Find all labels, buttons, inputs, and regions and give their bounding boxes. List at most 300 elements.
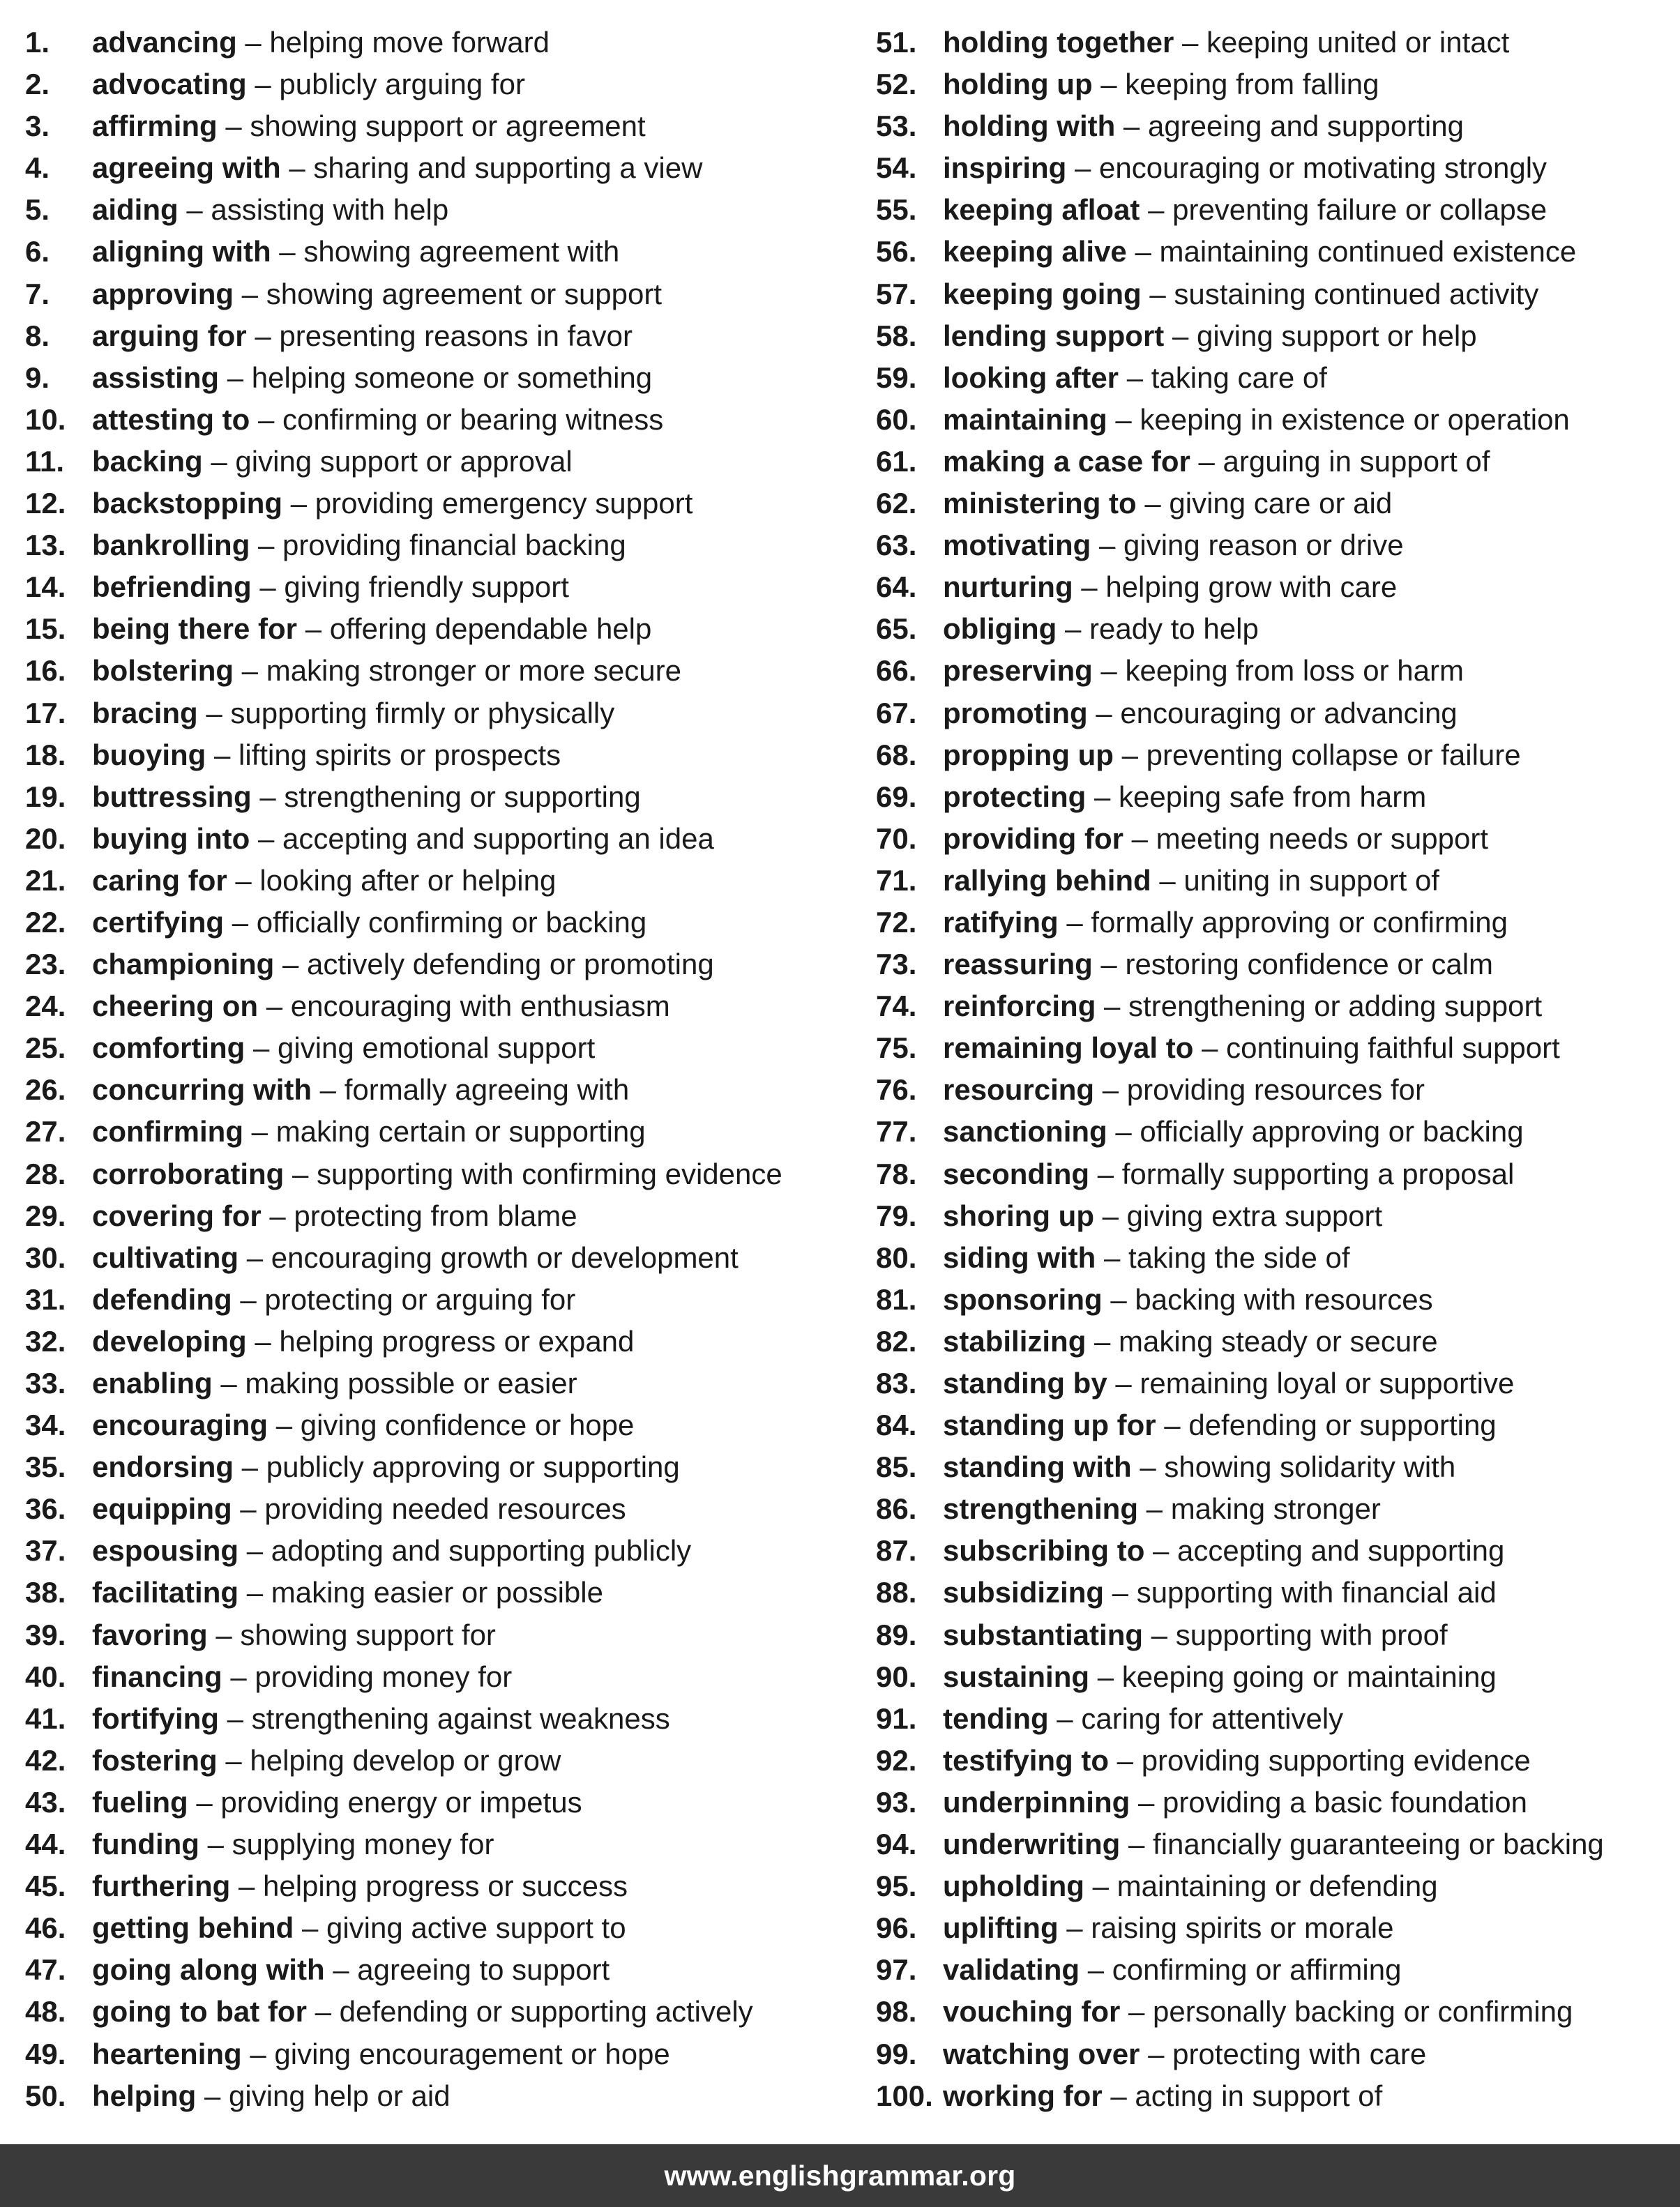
item-number: 70.: [876, 821, 917, 855]
item-definition: – showing support for: [207, 1618, 496, 1651]
item-number: 1.: [25, 26, 50, 59]
list-item: [25, 1865, 841, 1907]
list-item: [25, 22, 841, 63]
item-definition: – giving extra support: [1093, 1199, 1383, 1232]
item-number: 49.: [25, 2037, 66, 2070]
item-definition: – helping progress or success: [230, 1869, 628, 1903]
list-item: [876, 315, 1678, 357]
item-term: bolstering: [92, 654, 234, 688]
item-definition: – making possible or easier: [212, 1367, 577, 1400]
list-item: [25, 902, 841, 943]
list-item: [876, 399, 1678, 441]
item-text: [92, 273, 662, 315]
item-number: 93.: [876, 1785, 917, 1819]
item-text: [943, 483, 1392, 524]
item-definition: – acting in support of: [1102, 2079, 1383, 2112]
item-number: 46.: [25, 1911, 66, 1945]
item-text: [92, 1404, 634, 1446]
item-definition: – agreeing to support: [324, 1953, 610, 1987]
list-item: [876, 2033, 1678, 2075]
item-number: 38.: [25, 1576, 66, 1609]
list-item: [876, 1446, 1678, 1488]
item-number: 96.: [876, 1911, 917, 1945]
item-definition: – providing a basic foundation: [1130, 1785, 1528, 1819]
item-number: 9.: [25, 361, 50, 394]
list-item: [25, 399, 841, 441]
item-term: endorsing: [92, 1450, 234, 1484]
item-term: buttressing: [92, 780, 252, 813]
item-term: stabilizing: [943, 1324, 1087, 1358]
item-number: 45.: [25, 1869, 66, 1903]
item-text: [943, 22, 1509, 63]
item-term: certifying: [92, 905, 225, 939]
item-term: obliging: [943, 612, 1057, 646]
item-number: 88.: [876, 1576, 917, 1609]
item-text: [943, 1823, 1604, 1865]
item-text: [92, 1572, 603, 1614]
list-item: [25, 1111, 841, 1153]
item-definition: – protecting with care: [1140, 2037, 1427, 2070]
item-text: [92, 1907, 626, 1949]
item-number: 48.: [25, 1995, 66, 2028]
item-definition: – strengthening or adding support: [1096, 989, 1543, 1023]
item-term: facilitating: [92, 1576, 239, 1609]
item-term: siding with: [943, 1241, 1096, 1274]
item-definition: – adopting and supporting publicly: [239, 1534, 692, 1568]
item-number: 4.: [25, 151, 50, 185]
list-item: [876, 1237, 1678, 1279]
list-item: [876, 1865, 1678, 1907]
item-text: [943, 1782, 1527, 1823]
item-number: 56.: [876, 235, 917, 268]
item-definition: – maintaining continued existence: [1126, 235, 1577, 268]
footer-bar: [0, 2144, 1680, 2207]
item-definition: – showing solidarity with: [1131, 1450, 1456, 1484]
list-item: [876, 441, 1678, 483]
item-text: [943, 2033, 1426, 2075]
item-number: 10.: [25, 402, 66, 436]
item-text: [92, 1363, 577, 1404]
item-term: heartening: [92, 2037, 242, 2070]
item-number: 55.: [876, 193, 917, 227]
list-item: [25, 608, 841, 650]
item-definition: – providing needed resources: [232, 1492, 626, 1526]
item-term: sustaining: [943, 1660, 1090, 1693]
item-definition: – maintaining or defending: [1084, 1869, 1438, 1903]
list-item: [876, 1404, 1678, 1446]
item-term: vouching for: [943, 1995, 1121, 2028]
item-term: aiding: [92, 193, 179, 227]
item-text: [943, 1237, 1350, 1279]
item-text: [943, 1949, 1401, 1991]
list-item: [25, 1740, 841, 1782]
item-definition: – preventing collapse or failure: [1113, 738, 1521, 771]
item-term: upholding: [943, 1869, 1084, 1903]
list-item: [876, 1823, 1678, 1865]
item-term: affirming: [92, 109, 218, 143]
item-term: shoring up: [943, 1199, 1094, 1232]
item-term: maintaining: [943, 402, 1107, 436]
item-text: [92, 818, 714, 860]
item-text: [92, 566, 569, 608]
item-definition: – encouraging or advancing: [1087, 696, 1458, 729]
item-definition: – providing energy or impetus: [188, 1785, 582, 1819]
item-text: [943, 1069, 1425, 1111]
list-item: [876, 1027, 1678, 1069]
item-number: 24.: [25, 989, 66, 1023]
item-number: 20.: [25, 821, 66, 855]
item-text: [943, 231, 1576, 273]
item-definition: – giving friendly support: [251, 570, 569, 604]
item-text: [943, 943, 1493, 985]
item-number: 28.: [25, 1157, 66, 1190]
item-number: 19.: [25, 780, 66, 813]
item-text: [92, 1195, 577, 1237]
item-number: 60.: [876, 402, 917, 436]
item-term: making a case for: [943, 444, 1190, 478]
item-definition: – backing with resources: [1102, 1282, 1433, 1316]
item-text: [92, 2033, 670, 2075]
item-definition: – officially confirming or backing: [224, 905, 647, 939]
item-term: uplifting: [943, 1911, 1059, 1945]
item-term: furthering: [92, 1869, 231, 1903]
list-item: [876, 1907, 1678, 1949]
item-number: 17.: [25, 696, 66, 729]
list-item: [876, 1572, 1678, 1614]
item-text: [943, 566, 1397, 608]
item-definition: – keeping from falling: [1092, 68, 1379, 101]
item-term: encouraging: [92, 1409, 268, 1442]
item-term: concurring with: [92, 1073, 312, 1107]
item-definition: – actively defending or promoting: [274, 948, 714, 981]
list-item: [25, 1782, 841, 1823]
item-definition: – providing emergency support: [282, 487, 693, 520]
item-term: ministering to: [943, 487, 1137, 520]
list-item: [25, 1404, 841, 1446]
item-term: caring for: [92, 863, 227, 897]
item-number: 14.: [25, 570, 66, 604]
list-item: [25, 860, 841, 902]
list-item: [25, 1991, 841, 2033]
item-term: funding: [92, 1828, 199, 1861]
item-term: providing for: [943, 821, 1123, 855]
list-item: [25, 692, 841, 734]
list-item: [876, 1069, 1678, 1111]
item-number: 39.: [25, 1618, 66, 1651]
list-item: [25, 357, 841, 399]
list-item: [25, 147, 841, 189]
item-text: [92, 1488, 626, 1530]
item-term: subscribing to: [943, 1534, 1145, 1568]
item-text: [92, 1237, 739, 1279]
item-number: 22.: [25, 905, 66, 939]
item-text: [92, 1656, 512, 1698]
list-item: [876, 2075, 1678, 2117]
item-definition: – confirming or bearing witness: [250, 402, 664, 436]
item-term: attesting to: [92, 402, 250, 436]
list-item: [876, 860, 1678, 902]
item-term: befriending: [92, 570, 252, 604]
item-definition: – showing agreement with: [271, 235, 620, 268]
footer-website-url: www.englishgrammar.org: [664, 2159, 1016, 2192]
item-number: 59.: [876, 361, 917, 394]
item-term: keeping going: [943, 277, 1142, 310]
list-item: [25, 231, 841, 273]
item-definition: – helping someone or something: [219, 361, 653, 394]
item-number: 26.: [25, 1073, 66, 1107]
item-term: championing: [92, 948, 275, 981]
item-number: 54.: [876, 151, 917, 185]
item-number: 8.: [25, 319, 50, 352]
item-number: 83.: [876, 1367, 917, 1400]
item-definition: – formally agreeing with: [312, 1073, 630, 1107]
item-term: cheering on: [92, 989, 259, 1023]
item-text: [92, 692, 614, 734]
item-text: [943, 860, 1439, 902]
item-text: [92, 1949, 610, 1991]
list-item: [25, 315, 841, 357]
list-item: [25, 483, 841, 524]
list-item: [876, 357, 1678, 399]
item-term: nurturing: [943, 570, 1073, 604]
item-term: financing: [92, 1660, 222, 1693]
item-definition: – offering dependable help: [297, 612, 652, 646]
item-definition: – making easier or possible: [239, 1576, 603, 1609]
item-definition: – showing support or agreement: [217, 109, 646, 143]
item-number: 78.: [876, 1157, 917, 1190]
item-term: resourcing: [943, 1073, 1095, 1107]
list-item: [876, 1698, 1678, 1740]
item-number: 95.: [876, 1869, 917, 1903]
item-definition: – keeping united or intact: [1174, 26, 1510, 59]
list-item: [25, 1907, 841, 1949]
item-term: approving: [92, 277, 234, 310]
item-definition: – sharing and supporting a view: [280, 151, 703, 185]
item-number: 74.: [876, 989, 917, 1023]
list-item: [25, 1237, 841, 1279]
item-text: [92, 105, 646, 147]
item-text: [943, 1991, 1573, 2033]
item-text: [92, 1740, 561, 1782]
item-number: 31.: [25, 1282, 66, 1316]
item-number: 16.: [25, 654, 66, 688]
item-number: 11.: [25, 444, 65, 478]
item-term: favoring: [92, 1618, 208, 1651]
list-item: [25, 1530, 841, 1572]
item-term: aligning with: [92, 235, 271, 268]
item-definition: – providing money for: [222, 1660, 513, 1693]
item-term: corroborating: [92, 1157, 285, 1190]
item-text: [92, 734, 561, 776]
item-number: 52.: [876, 68, 917, 101]
item-text: [943, 1404, 1497, 1446]
item-number: 80.: [876, 1241, 917, 1274]
item-text: [943, 357, 1327, 399]
item-term: helping: [92, 2079, 197, 2112]
item-text: [943, 524, 1404, 566]
item-definition: – supporting with confirming evidence: [284, 1157, 782, 1190]
list-item: [25, 1823, 841, 1865]
item-text: [92, 22, 550, 63]
item-text: [943, 315, 1477, 357]
item-term: sponsoring: [943, 1282, 1103, 1316]
item-text: [92, 399, 663, 441]
item-term: defending: [92, 1282, 232, 1316]
item-definition: – making certain or supporting: [243, 1115, 646, 1148]
item-term: covering for: [92, 1199, 262, 1232]
item-text: [92, 1111, 646, 1153]
item-number: 15.: [25, 612, 66, 646]
list-item: [25, 1446, 841, 1488]
list-item: [25, 524, 841, 566]
item-definition: – keeping from loss or harm: [1092, 654, 1464, 688]
item-number: 42.: [25, 1743, 66, 1777]
item-definition: – giving active support to: [294, 1911, 626, 1945]
list-item: [876, 1614, 1678, 1656]
item-number: 62.: [876, 487, 917, 520]
item-text: [943, 399, 1570, 441]
item-term: working for: [943, 2079, 1103, 2112]
list-item: [876, 273, 1678, 315]
item-text: [92, 902, 646, 943]
item-term: buying into: [92, 821, 250, 855]
item-number: 5.: [25, 193, 50, 227]
item-text: [92, 1614, 496, 1656]
item-definition: – assisting with help: [178, 193, 449, 227]
item-definition: – ready to help: [1057, 612, 1259, 646]
item-definition: – strengthening or supporting: [251, 780, 641, 813]
item-term: promoting: [943, 696, 1088, 729]
list-item: [876, 608, 1678, 650]
item-text: [943, 1321, 1438, 1363]
item-definition: – making stronger: [1138, 1492, 1381, 1526]
item-term: espousing: [92, 1534, 239, 1568]
list-item: [876, 1279, 1678, 1321]
item-term: reassuring: [943, 948, 1093, 981]
list-item: [25, 776, 841, 818]
list-item: [25, 1195, 841, 1237]
item-definition: – presenting reasons in favor: [246, 319, 633, 352]
item-term: fostering: [92, 1743, 218, 1777]
item-definition: – providing financial backing: [250, 529, 626, 562]
item-text: [943, 1195, 1382, 1237]
item-definition: – publicly approving or supporting: [234, 1450, 680, 1484]
item-definition: – sustaining continued activity: [1141, 277, 1539, 310]
item-number: 2.: [25, 68, 50, 101]
list-item: [876, 63, 1678, 105]
list-item: [25, 2075, 841, 2117]
item-term: arguing for: [92, 319, 247, 352]
item-number: 34.: [25, 1409, 66, 1442]
item-number: 85.: [876, 1450, 917, 1484]
item-term: cultivating: [92, 1241, 239, 1274]
item-definition: – showing agreement or support: [234, 277, 663, 310]
item-definition: – accepting and supporting: [1144, 1534, 1505, 1568]
list-item: [876, 524, 1678, 566]
item-text: [92, 650, 681, 692]
item-definition: – personally backing or confirming: [1120, 1995, 1573, 2028]
list-item: [25, 1279, 841, 1321]
item-text: [943, 1363, 1514, 1404]
item-text: [92, 1530, 691, 1572]
list-item: [25, 1027, 841, 1069]
item-term: testifying to: [943, 1743, 1109, 1777]
item-term: underwriting: [943, 1828, 1121, 1861]
list-item: [25, 985, 841, 1027]
item-number: 33.: [25, 1367, 66, 1400]
item-number: 63.: [876, 529, 917, 562]
list-item: [876, 1488, 1678, 1530]
item-term: strengthening: [943, 1492, 1138, 1526]
item-definition: – agreeing and supporting: [1115, 109, 1464, 143]
item-number: 97.: [876, 1953, 917, 1987]
item-text: [92, 776, 641, 818]
item-text: [943, 1656, 1497, 1698]
item-number: 100.: [876, 2079, 933, 2112]
item-term: underpinning: [943, 1785, 1130, 1819]
item-text: [943, 776, 1426, 818]
item-text: [92, 483, 693, 524]
item-term: getting behind: [92, 1911, 294, 1945]
item-definition: – publicly arguing for: [246, 68, 525, 101]
item-term: substantiating: [943, 1618, 1144, 1651]
item-definition: – formally approving or confirming: [1058, 905, 1508, 939]
item-text: [943, 650, 1464, 692]
list-item: [25, 441, 841, 483]
item-text: [943, 1740, 1531, 1782]
item-text: [943, 1865, 1438, 1907]
list-item: [25, 943, 841, 985]
item-number: 51.: [876, 26, 917, 59]
list-item: [876, 1363, 1678, 1404]
list-item: [25, 2033, 841, 2075]
list-item: [876, 231, 1678, 273]
item-number: 44.: [25, 1828, 66, 1861]
item-definition: – preventing failure or collapse: [1140, 193, 1547, 227]
item-term: sanctioning: [943, 1115, 1107, 1148]
item-definition: – giving support or help: [1164, 319, 1477, 352]
item-term: looking after: [943, 361, 1119, 394]
item-definition: – protecting from blame: [261, 1199, 577, 1232]
item-text: [92, 63, 525, 105]
item-term: enabling: [92, 1367, 213, 1400]
item-number: 23.: [25, 948, 66, 981]
item-text: [92, 315, 633, 357]
list-item: [876, 1949, 1678, 1991]
item-number: 65.: [876, 612, 917, 646]
item-term: equipping: [92, 1492, 232, 1526]
list-item: [25, 1698, 841, 1740]
list-item: [25, 273, 841, 315]
item-text: [92, 1321, 634, 1363]
item-definition: – supplying money for: [199, 1828, 494, 1861]
list-item: [876, 776, 1678, 818]
item-term: reinforcing: [943, 989, 1096, 1023]
item-number: 13.: [25, 529, 66, 562]
item-text: [943, 1111, 1524, 1153]
item-definition: – encouraging growth or development: [239, 1241, 739, 1274]
item-number: 75.: [876, 1031, 917, 1065]
item-number: 76.: [876, 1073, 917, 1107]
item-number: 61.: [876, 444, 917, 478]
item-term: fueling: [92, 1785, 188, 1819]
item-term: rallying behind: [943, 863, 1151, 897]
list-item: [25, 1488, 841, 1530]
list-item: [876, 1111, 1678, 1153]
item-text: [92, 1027, 595, 1069]
item-number: 82.: [876, 1324, 917, 1358]
item-number: 64.: [876, 570, 917, 604]
